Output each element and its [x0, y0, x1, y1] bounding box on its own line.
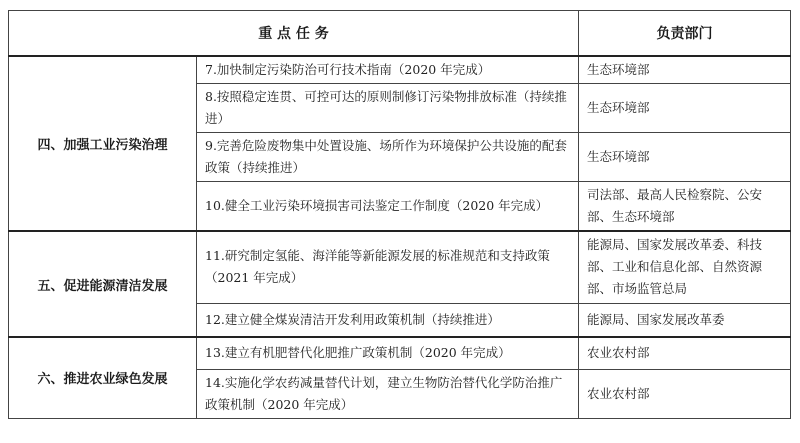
- policy-task-table: [8, 10, 791, 419]
- task-cell: 7.加快制定污染防治可行技术指南（2020 年完成）: [197, 56, 579, 84]
- dept-cell: 生态环境部: [579, 84, 791, 133]
- task-cell: 12.建立健全煤炭清洁开发利用政策机制（持续推进）: [197, 303, 579, 337]
- task-cell: 13.建立有机肥替代化肥推广政策机制（2020 年完成）: [197, 337, 579, 369]
- task-cell: 14.实施化学农药减量替代计划，建立生物防治替代化学防治推广政策机制（2020 年完成）: [197, 369, 579, 418]
- header-dept: 负责部门: [579, 11, 791, 57]
- dept-cell: 农业农村部: [579, 369, 791, 418]
- category-cell: 五、促进能源清洁发展: [9, 231, 197, 337]
- task-cell: 8.按照稳定连贯、可控可达的原则制修订污染物排放标准（持续推进）: [197, 84, 579, 133]
- dept-cell: 农业农村部: [579, 337, 791, 369]
- task-cell: 10.健全工业污染环境损害司法鉴定工作制度（2020 年完成）: [197, 182, 579, 232]
- dept-cell: 能源局、国家发展改革委、科技部、工业和信息化部、自然资源部、市场监管总局: [579, 231, 791, 303]
- dept-cell: 司法部、最高人民检察院、公安部、生态环境部: [579, 182, 791, 232]
- header-task: 重 点 任 务: [9, 11, 579, 57]
- table-row: [9, 337, 791, 369]
- task-cell: 9.完善危险废物集中处置设施、场所作为环境保护公共设施的配套政策（持续推进）: [197, 133, 579, 182]
- dept-cell: 生态环境部: [579, 56, 791, 84]
- dept-cell: 生态环境部: [579, 133, 791, 182]
- category-cell: 六、推进农业绿色发展: [9, 337, 197, 418]
- dept-cell: 能源局、国家发展改革委: [579, 303, 791, 337]
- table-row: [9, 56, 791, 84]
- table-row: [9, 231, 791, 303]
- task-cell: 11.研究制定氢能、海洋能等新能源发展的标准规范和支持政策（2021 年完成）: [197, 231, 579, 303]
- table-header-row: [9, 11, 791, 57]
- category-cell: 四、加强工业污染治理: [9, 56, 197, 231]
